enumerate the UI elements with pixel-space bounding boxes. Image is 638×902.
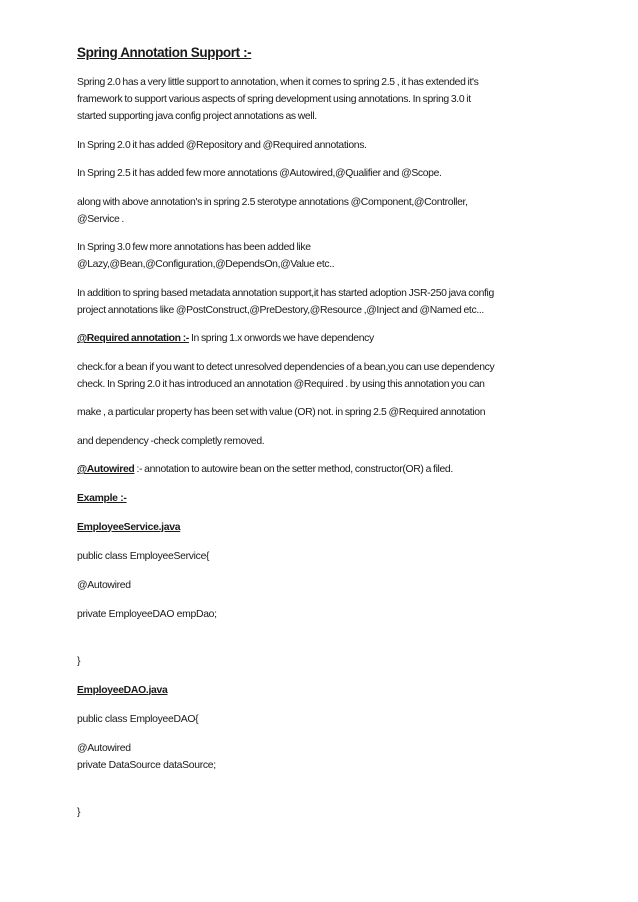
code-line: @Autowired [77, 579, 131, 591]
required-annotation-paragraph [77, 330, 569, 347]
required-annotation-heading: @Required annotation :- [77, 333, 189, 344]
code-line: private DataSource dataSource; [77, 759, 216, 771]
example-heading: Example :- [77, 492, 127, 504]
autowired-heading: @Autowired [77, 464, 135, 475]
spring-2-0-paragraph: In Spring 2.0 it has added @Repository and @Required annotations. [77, 139, 367, 151]
text-line: along with above annotation's in spring 2.5 sterotype annotations @Component,@Controller, [77, 196, 468, 208]
document-body [77, 44, 569, 833]
text-line: started supporting java config project annotations as well. [77, 111, 317, 122]
autowired-paragraph [77, 461, 569, 478]
employee-dao-filename: EmployeeDAO.java [77, 684, 168, 696]
text-line: In Spring 3.0 few more annotations has been added like [77, 242, 311, 253]
property-set-paragraph: make , a particular property has been set with value (OR) not. in spring 2.5 @Required annotation [77, 407, 486, 418]
required-annotation-text: In spring 1.x onwords we have dependency [188, 333, 374, 344]
text-line: @Lazy,@Bean,@Configuration,@DependsOn,@Value etc.. [77, 259, 335, 270]
text-line: check. In Spring 2.0 it has introduced an annotation @Required . by using this annotation you can [77, 378, 485, 390]
employee-service-filename: EmployeeService.java [77, 521, 181, 533]
intro-paragraph [77, 74, 569, 125]
spring-2-5-paragraph: In Spring 2.5 it has added few more annotations @Autowired,@Qualifier and @Scope. [77, 168, 442, 179]
text-line: In addition to spring based metadata annotation support,it has started adoption JSR-250 java config [77, 287, 494, 299]
page-title: Spring Annotation Support :- [77, 45, 252, 60]
text-line: @Service . [77, 213, 124, 225]
spring-3-0-paragraph [77, 239, 569, 273]
dependency-removed-paragraph: and dependency -check completly removed. [77, 435, 265, 447]
jsr-250-paragraph [77, 285, 569, 319]
autowired-text: :- annotation to autowire bean on the setter method, constructor(OR) a filed. [134, 464, 453, 475]
text-line: Spring 2.0 has a very little support to annotation, when it comes to spring 2.5 , it has extended it's [77, 77, 479, 88]
code-line: private EmployeeDAO empDao; [77, 608, 217, 620]
text-line: project annotations like @PostConstruct,@PreDestory,@Resource ,@Inject and @Named etc... [77, 304, 484, 316]
dependency-check-paragraph [77, 359, 569, 393]
code-line: public class EmployeeService{ [77, 550, 210, 562]
text-line: framework to support various aspects of spring development using annotations. In spring 3.0 it [77, 94, 471, 105]
code-line: public class EmployeeDAO{ [77, 713, 199, 725]
stereotype-paragraph [77, 194, 569, 228]
code-closing-brace: } [77, 806, 81, 818]
text-line: check.for a bean if you want to detect unresolved dependencies of a bean,you can use dependency [77, 361, 495, 373]
code-closing-brace: } [77, 655, 81, 667]
code-line: @Autowired [77, 742, 131, 754]
